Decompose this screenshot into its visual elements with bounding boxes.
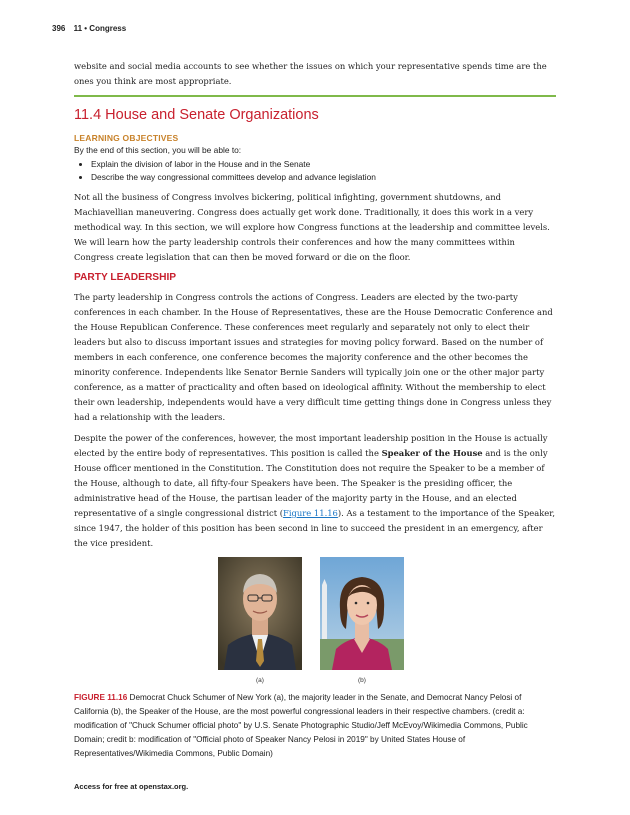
schumer-photo [218,557,302,670]
section-title: 11.4 House and Senate Organizations [74,107,319,123]
overview-paragraph: Not all the business of Congress involves bickering, political infighting, government shutdowns, and Machiavellian maneuvering. Congress does actually get work done. Traditionally, it does this work in a very methodical way. In this section, we will explore how Congress functions at the leadership and committee levels. We will learn how the party leadership controls their conferences and how the many committees within Congress create legislation that can then be moved forward or die on the floor. [74,192,550,262]
page-header [52,24,126,33]
pelosi-photo [320,557,404,670]
figure-label-b: (b) [358,677,366,684]
party-leadership-heading: PARTY LEADERSHIP [74,272,177,283]
chapter-label: 11 • Congress [73,24,127,33]
page-footer: Access for free at openstax.org. [74,782,189,791]
learning-objectives-heading: LEARNING OBJECTIVES [74,133,179,143]
speaker-text-1: Despite the power of the conferences, however, the most important leadership position in the House is actually elected by the entire body of representatives. This position is called the [74,433,548,458]
figure-caption [74,691,556,761]
page-content [74,59,556,761]
learning-objectives-intro: By the end of this section, you will be able to: [74,145,242,155]
objective-item: • Explain the division of labor in the House and in the Senate [91,158,556,171]
intro-paragraph: website and social media accounts to see whether the issues on which your representative spends time are the ones you think are most appropriate. [74,61,547,86]
objective-item: • Describe the way congressional committees develop and advance legislation [91,171,556,184]
speaker-text-2: and is the only House officer mentioned in the Constitution. The Constitution does not require the Speaker to be a member of the House, although to date, all fifty-four Speakers have been. The Speaker is the presiding officer, the administrative head of the House, the partisan leader of the majority party in the House, and an elected representative of a single congressional district ( [74,448,548,518]
page-number: 396 [52,24,66,33]
figure-label-a: (a) [256,677,264,684]
learning-objectives-list [74,158,556,184]
figure-11-16 [74,557,556,689]
section-divider [74,95,556,97]
figure-link[interactable]: Figure 11.16 [283,508,338,518]
party-leadership-paragraph: The party leadership in Congress controls the actions of Congress. Leaders are elected by the two-party conferences in each chamber. In the House of Representatives, these are the House Democratic Conference and the House Republican Conference. These conferences meet regularly and separately not only to elect their leaders but also to discuss important issues and strategies for moving policy forward. Based on the number of members in each conference, one conference becomes the majority conference and the other becomes the minority conference. Independents like Senator Bernie Sanders will typically join one or the other major party conference, as a matter of practicality and often based on ideological affinity. Without the membership to elect their own leadership, independents would have a very difficult time getting things done in Congress unless they had a relationship with the leaders. [74,292,553,422]
figure-caption-text: Democrat Chuck Schumer of New York (a), the majority leader in the Senate, and Democrat Nancy Pelosi of California (b), the Speaker of the House, are the most powerful congressional leaders in their respective chambers. (credit a: modification of "Chuck Schumer official photo" by U.S. Senate Photographic Studio/Jeff McEvoy/Wikimedia Commons, Public Domain; credit b: modification of "Official photo of Speaker Nancy Pelosi in 2019" by United States House of Representatives/Wikimedia Commons, Public Domain) [74,693,528,758]
key-term: Speaker of the House [381,448,483,458]
speaker-text-3: ). As a testament to the importance of the Speaker, since 1947, the holder of this position has been second in line to succeed the president in an emergency, after the vice president. [74,508,555,548]
figure-caption-label: FIGURE 11.16 [74,693,128,702]
speaker-paragraph [74,431,556,551]
